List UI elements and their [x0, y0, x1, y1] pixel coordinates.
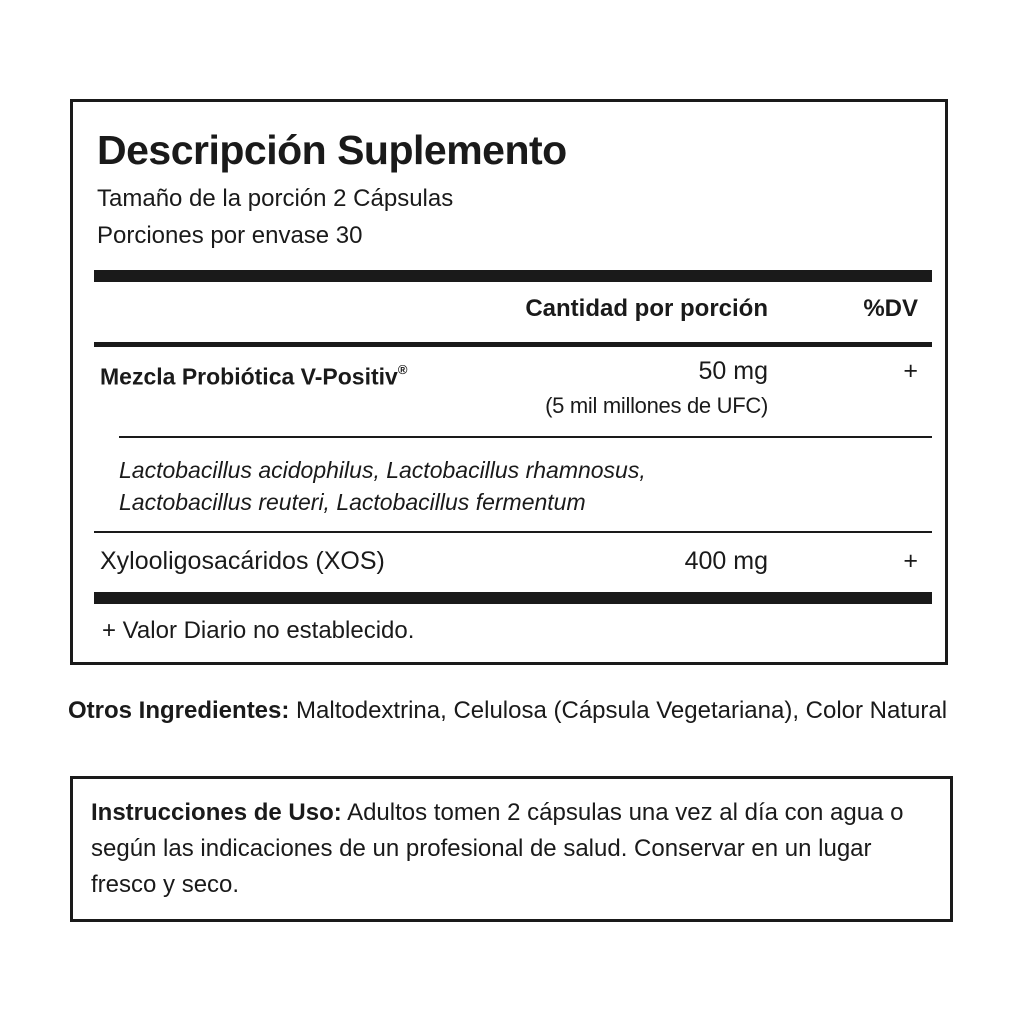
- probiotic-strains-list: [119, 454, 899, 518]
- panel-title: Descripción Suplemento: [97, 127, 567, 173]
- supplement-facts-panel: [70, 99, 948, 665]
- servings-per-container: Porciones por envase 30: [97, 222, 363, 249]
- serving-size: Tamaño de la porción 2 Cápsulas: [97, 185, 454, 212]
- instructions-label: Instrucciones de Uso:: [91, 799, 342, 826]
- ingredient-name-probiotic-blend: Mezcla Probiótica V-Positiv®: [100, 362, 408, 390]
- header-amount-per-serving: Cantidad por porción: [525, 295, 768, 322]
- ingredient-amount-probiotic-blend: 50 mg: [698, 357, 768, 385]
- other-ingredients: [68, 694, 948, 728]
- medium-divider: [94, 342, 932, 347]
- thick-divider-top: [94, 270, 932, 282]
- ingredient-amount-note-cfu: (5 mil millones de UFC): [545, 393, 768, 418]
- other-ingredients-text: Maltodextrina, Celulosa (Cápsula Vegetariana), Color Natural: [289, 697, 948, 724]
- registered-mark: ®: [397, 362, 408, 377]
- ingredient-amount-xos: 400 mg: [684, 547, 768, 575]
- thick-divider-bottom: [94, 592, 932, 604]
- instructions-text: Adultos tomen 2 cápsulas una vez al día con agua o según las indicaciones de un profesional de salud. Conservar en un lugar fresco y seco.: [91, 799, 904, 898]
- strains-line-1: Lactobacillus acidophilus, Lactobacillus rhamnosus,: [119, 457, 646, 483]
- instructions: [91, 795, 921, 903]
- thin-divider-strains: [119, 436, 932, 438]
- header-daily-value: %DV: [863, 295, 918, 322]
- thin-divider-xos: [94, 531, 932, 533]
- strains-line-2: Lactobacillus reuteri, Lactobacillus fermentum: [119, 489, 586, 515]
- instructions-box: [70, 776, 953, 922]
- daily-value-footnote: + Valor Diario no establecido.: [102, 617, 415, 644]
- ingredient-name-xos: Xylooligosacáridos (XOS): [100, 547, 385, 575]
- dv-value-probiotic-blend: +: [903, 357, 918, 385]
- other-ingredients-label: Otros Ingredientes:: [68, 697, 290, 724]
- dv-value-xos: +: [903, 547, 918, 575]
